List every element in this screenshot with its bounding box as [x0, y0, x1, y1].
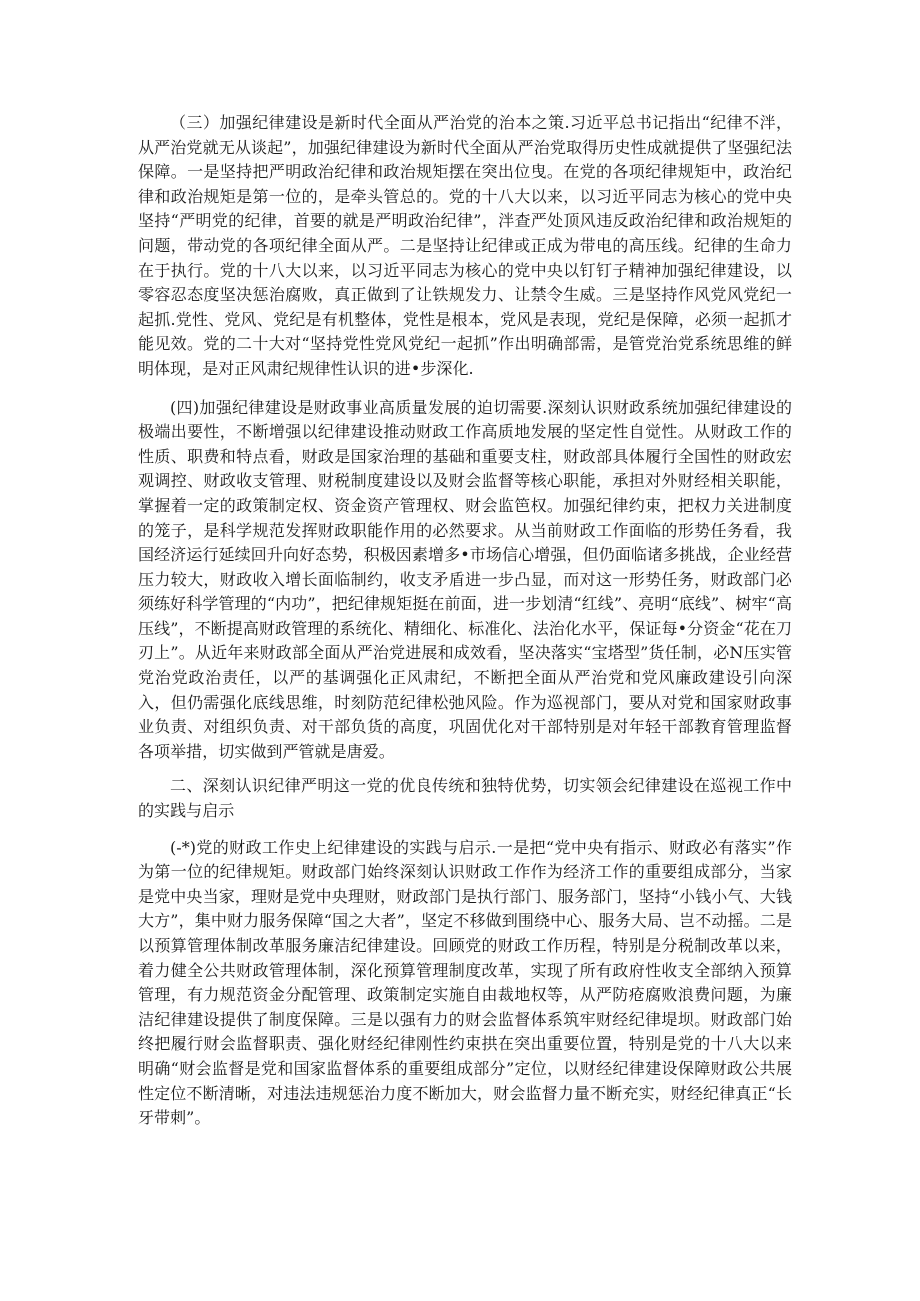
paragraph-spacer	[138, 382, 792, 396]
section-heading-two: 二、深刻认识纪律严明这一党的优良传统和独特优势，切实领会纪律建设在巡视工作中的实践与启示	[138, 776, 792, 821]
paragraph-spacer	[138, 764, 792, 774]
paragraph-spacer	[138, 824, 792, 836]
paragraph-fiscal-development-need: (四)加强纪律建设是财政事业高质量发展的迫切需要.深刻认识财政系统加强纪律建设的极端出要性，不断增强以纪律建设推动财政工作高质地发展的坚定性自觉性。从财政工作的性质、职费和特点看，财政是国家治理的基础和重要支柱，财政部具体履行全国性的财政宏观调控、财政收支管理、财税制度建设以及财会监督等核心职能，承担对外财经相关职能，掌握着一定的政策制定权、资金资产管理权、财会监笆权。加强纪律约束，把权力关进制度的笼子，是科学规范发挥财政职能作用的必然要求。从当前财政工作面临的形势任务看，我国经济运行延续回升向好态势，积极因素增多•市场信心增强，但仍面临诸多挑战，企业经营压力较大，财政收入增长面临制约，收支矛盾进一步凸显，而对这一形势任务，财政部门必须练好科学管理的“内功”，把纪律规矩挺在前面，进一步划清“红线”、亮明“底线”、树牢“高压线”，不断提高财政管理的系统化、精细化、标准化、法治化水平，保证每•分资金“花在刀刃上”。从近年来财政部全面从严治党进展和成效看，坚决落实“宝塔型”货任制，必N压实管党治党政治责任，以严的基调强化正风肃纪，不断把全面从严治党和党风廉政建设引向深入，但仍需强化底线思维，时刻防范纪律松弛风险。作为巡视部门，要从对党和国家财政事业负责、对组织负责、对干部负货的高度，巩固优化对干部特别是对年轻干部教育管理监督各项举措，切实做到严管就是唐爱。	[138, 397, 792, 761]
paragraph-fiscal-history-practice: (-*)党的财政工作史上纪律建设的实践与启示.一是把“党中央有指示、财政必有落实”作为第一位的纪律规矩。财政部门始终深刻认识财政工作作为经济工作的重要组成部分，当家是党中央当家，理财是党中央理财，财政部门是执行部门、服务部门，坚持“小钱小气、大钱大方”，集中财力服务保障“国之大者”，坚定不移做到围绕中心、服务大局、岂不动摇。二是以预算管理体制改革服务廉洁纪律建设。回顾党的财政工作历程，特别是分税制改革以来，着力健全公共财政管理体制，深化预算管理制度改革，实现了所有政府性收支全部纳入预算管理，有力规范资金分配管理、政策制定实施自由裁地权等，从严防疮腐败浪费问题，为廉洁纪律建设提供了制度保障。三是以强有力的财会监督体系筑牢财经纪律堤坝。财政部门始终把履行财会监督职责、强化财经纪律刚性约束拱在突出重要位置，特别是党的十八大以来明确“财会监督是党和国家监督体系的重要组成部分”定位，以财经纪律建设保障财政公共展性定位不断清晰，对违法违规惩治力度不断加大，财会监督力量不断充实，财经纪律真正“长牙带刺”。	[138, 837, 792, 1128]
document-page	[138, 111, 792, 1131]
paragraph-discipline-fundamental-strategy: （三）加强纪律建设是新时代全面从严治党的治本之策.习近平总书记指出“纪律不泮，从严治党就无从谈起”，加强纪律建设为新时代全面从严治党取得历史性成就提供了坚强纪法保障。一是坚持把严明政治纪律和政治规矩摆在突出位曳。在党的各项纪律规矩中，政治纪律和政治规矩是第一位的，是牵头管总的。党的十八大以来，以习近平同志为核心的党中央坚持“严明党的纪律，首要的就是严明政治纪律”，泮查严处顶风违反政治纪律和政治规矩的问题，带动党的各项纪律全面从严。二是坚持让纪律或正成为带电的高压线。纪律的生命力在于执行。党的十八大以来，以习近平同志为核心的党中央以钉钉子精神加强纪律建设，以零容忍态度坚决惩治腐败，真正做到了让铁规发力、让禁令生威。三是坚持作风党风党纪一起抓.党性、党风、党纪是有机整体，党性是根本，党风是表现，党纪是保障，必须一起抓才能见效。党的二十大对“坚持党性党风党纪一起抓”作出明确部需，是管党治党系统思维的鲜明体现，是对正风肃纪规律性认识的进•步深化.	[138, 113, 792, 378]
